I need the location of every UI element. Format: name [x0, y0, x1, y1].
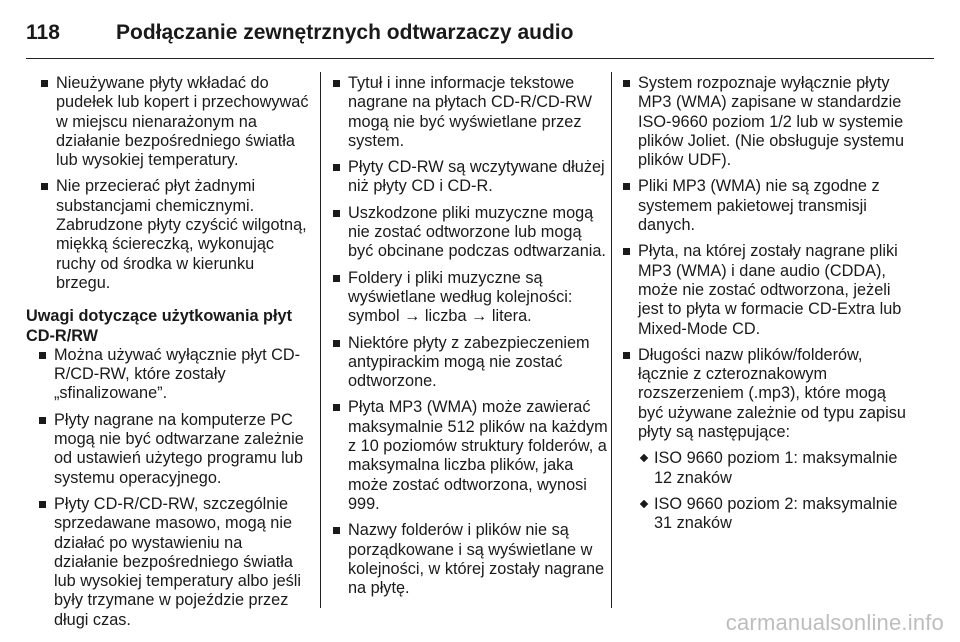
list-item: Płyty CD-RW są wczytywane dłużej niż płyty CD i CD-R. [332, 158, 608, 197]
watermark: carmanualsonline.info [725, 610, 944, 635]
column-1 [26, 74, 310, 637]
square-bullet-icon [333, 404, 340, 411]
header-rule [26, 58, 934, 59]
square-bullet-icon [39, 501, 46, 508]
column-3 [622, 74, 906, 541]
square-bullet-icon [41, 80, 48, 87]
square-bullet-icon [333, 210, 340, 217]
square-bullet-icon [333, 527, 340, 534]
page-header [26, 14, 934, 52]
section-heading: Uwagi dotyczące użytkowania płyt CD-R/RW [26, 307, 292, 345]
list-item: Płyta MP3 (WMA) może zawierać maksymalnie 512 plików na każdym z 10 poziomów struktury folderów, a maksymalna liczba plików, jaka może zostać odtworzona, wynosi 999. [332, 398, 608, 514]
bullet-list [38, 346, 310, 630]
square-bullet-icon [333, 80, 340, 87]
list-item: Płyty nagrane na komputerze PC mogą nie być odtwarzane zależnie od ustawień użytego programu lub systemu operacyjnego. [38, 411, 310, 488]
sub-bullet-list [638, 449, 906, 533]
square-bullet-icon [41, 183, 48, 190]
page-number: 118 [26, 21, 60, 44]
list-item: Niektóre płyty z zabezpieczeniem antypirackim mogą nie zostać odtworzone. [332, 334, 608, 392]
list-item: Można używać wyłącznie płyt CD-R/CD-RW, które zostały „sfinalizowane”. [38, 346, 310, 404]
list-item: Tytuł i inne informacje tekstowe nagrane na płytach CD-R/CD-RW mogą nie być wyświetlane przez system. [332, 74, 608, 151]
list-item: Nieużywane płyty wkładać do pudełek lub kopert i przechowywać w miejscu nienarażonym na działanie bezpośredniego światła lub wysokiej temperatury. [40, 74, 310, 170]
square-bullet-icon [623, 80, 630, 87]
list-item: System rozpoznaje wyłącznie płyty MP3 (WMA) zapisane w standardzie ISO-9660 poziom 1/2 lub w systemie plików Joliet. (Nie obsługuje systemu plików UDF). [622, 74, 906, 170]
list-item: ISO 9660 poziom 2: maksymalnie 31 znaków [638, 495, 906, 534]
column-divider [320, 72, 321, 608]
list-item: Pliki MP3 (WMA) nie są zgodne z systemem pakietowej transmisji danych. [622, 177, 906, 235]
list-item: Płyta, na której zostały nagrane pliki MP3 (WMA) i dane audio (CDDA), może nie zostać odtworzona, jeżeli jest to płyta w formacie CD-Extra lub Mixed-Mode CD. [622, 242, 906, 338]
bullet-list [332, 74, 608, 598]
square-bullet-icon [39, 352, 46, 359]
bullet-list [622, 74, 906, 534]
page-title: Podłączanie zewnętrznych odtwarzaczy audio [116, 21, 574, 44]
square-bullet-icon [623, 248, 630, 255]
square-bullet-icon [39, 417, 46, 424]
diamond-bullet-icon [640, 500, 648, 508]
square-bullet-icon [623, 183, 630, 190]
square-bullet-icon [333, 275, 340, 282]
column-2 [332, 74, 608, 605]
square-bullet-icon [333, 164, 340, 171]
square-bullet-icon [623, 352, 630, 359]
diamond-bullet-icon [640, 454, 648, 462]
list-item: Długości nazw plików/folderów, łącznie z czteroznakowym rozszerzeniem (.mp3), które mogą być używane zależnie od typu zapisu płyty są następujące: ISO 9660 poziom 1: maksymalnie 12 znaków ISO 9660 poziom 2: maksymalnie 31 znaków [622, 346, 906, 534]
list-item: Foldery i pliki muzyczne są wyświetlane według kolejności: symbol → liczba → litera. [332, 269, 608, 327]
column-divider [611, 72, 612, 608]
list-item: Nazwy folderów i plików nie są porządkowane i są wyświetlane w kolejności, w której zostały nagrane na płytę. [332, 521, 608, 598]
list-item: Płyty CD-R/CD-RW, szczególnie sprzedawane masowo, mogą nie działać po wystawieniu na działanie bezpośredniego światła lub wysokiej temperatury albo jeśli były trzymane w pojeździe przez długi czas. [38, 495, 310, 630]
list-item: ISO 9660 poziom 1: maksymalnie 12 znaków [638, 449, 906, 488]
list-item: Nie przecierać płyt żadnymi substancjami chemicznymi. Zabrudzone płyty czyścić wilgotną, miękką ściereczką, wykonując ruchy od środka w kierunku brzegu. [40, 177, 310, 293]
bullet-list [40, 74, 310, 293]
square-bullet-icon [333, 340, 340, 347]
list-item: Uszkodzone pliki muzyczne mogą nie zostać odtworzone lub mogą być obcinane podczas odtwarzania. [332, 204, 608, 262]
